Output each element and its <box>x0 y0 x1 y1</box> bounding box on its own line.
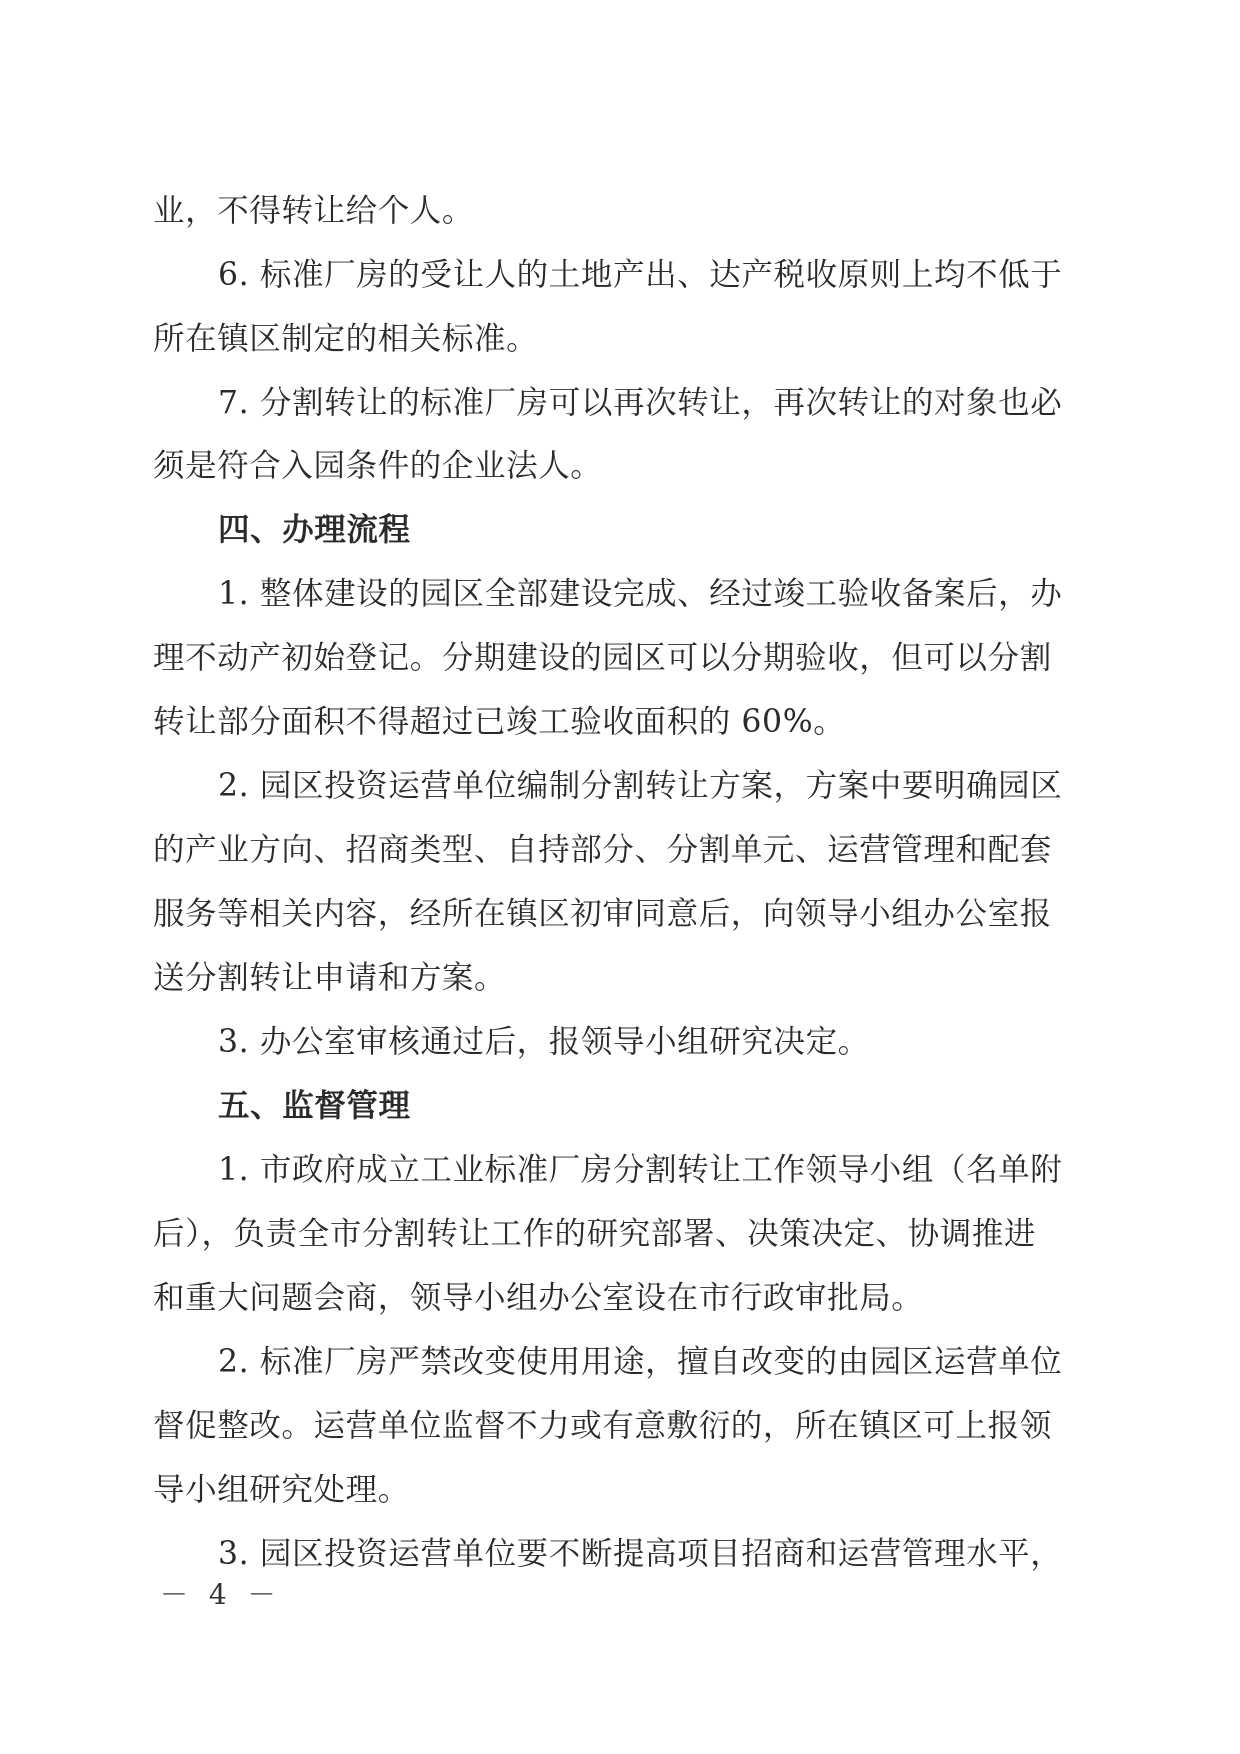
text-line: 2. 园区投资运营单位编制分割转让方案，方案中要明确园区 <box>218 768 1063 804</box>
text-line: 和重大问题会商，领导小组办公室设在市行政审批局。 <box>153 1280 924 1316</box>
text-line: 导小组研究处理。 <box>153 1472 410 1508</box>
text-line: 的产业方向、招商类型、自持部分、分割单元、运营管理和配套 <box>153 832 1052 868</box>
text-line: 3. 园区投资运营单位要不断提高项目招商和运营管理水平， <box>218 1536 1063 1572</box>
text-line: 7. 分割转让的标准厂房可以再次转让，再次转让的对象也必 <box>218 385 1063 421</box>
text-line: 须是符合入园条件的企业法人。 <box>153 448 603 484</box>
section-heading: 四、办理流程 <box>218 512 411 548</box>
text-line: 理不动产初始登记。分期建设的园区可以分期验收，但可以分割 <box>153 640 1052 676</box>
text-line: 送分割转让申请和方案。 <box>153 960 507 996</box>
section-heading: 五、监督管理 <box>218 1088 411 1124</box>
text-line: 6. 标准厂房的受让人的土地产出、达产税收原则上均不低于 <box>218 257 1063 293</box>
text-line: 后），负责全市分割转让工作的研究部署、决策决定、协调推进 <box>153 1216 1037 1252</box>
text-line: 1. 整体建设的园区全部建设完成、经过竣工验收备案后，办 <box>218 576 1063 612</box>
text-line: 服务等相关内容，经所在镇区初审同意后，向领导小组办公室报 <box>153 896 1052 932</box>
text-line: 所在镇区制定的相关标准。 <box>153 321 539 357</box>
text-line: 1. 市政府成立工业标准厂房分割转让工作领导小组（名单附 <box>218 1152 1063 1188</box>
text-line: 业，不得转让给个人。 <box>153 193 475 229</box>
text-line: 2. 标准厂房严禁改变使用用途，擅自改变的由园区运营单位 <box>218 1344 1063 1380</box>
text-line: 转让部分面积不得超过已竣工验收面积的 60%。 <box>153 704 846 740</box>
page-number: － 4 － <box>160 1578 282 1611</box>
text-line: 3. 办公室审核通过后，报领导小组研究决定。 <box>218 1024 870 1060</box>
text-line: 督促整改。运营单位监督不力或有意敷衍的，所在镇区可上报领 <box>153 1408 1052 1444</box>
